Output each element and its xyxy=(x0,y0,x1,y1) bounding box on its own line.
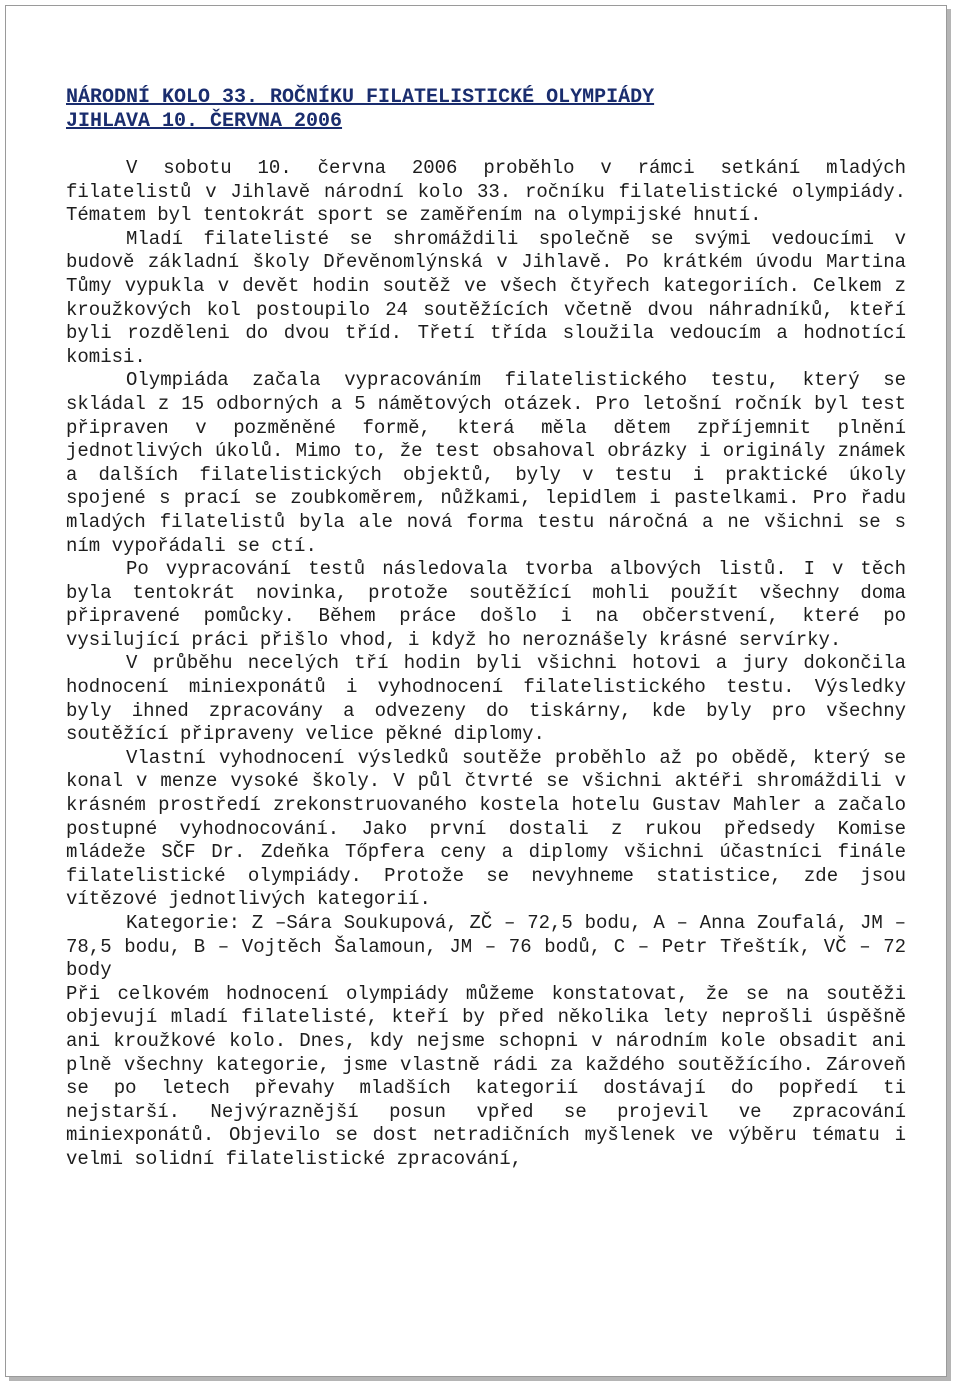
document-title xyxy=(66,86,906,134)
paragraph-results: Vlastní vyhodnocení výsledků soutěže proběhlo až po obědě, který se konal v menze vysoké školy. V půl čtvrté se všichni aktéři shromáždili v krásném prostředí zrekonstruovaného kostela hotelu Gustav Mahler a začalo postupné vyhodnocování. Jako první dostali z rukou předsedy Komise mládeže SČF Dr. Zdeňka Tőpfera ceny a diplomy všichni účastníci finále filatelistické olympiády. Protože se nevyhneme statistice, zde jsou vítězové jednotlivých kategorií. xyxy=(66,746,906,911)
paragraph-intro: V sobotu 10. června 2006 proběhlo v rámci setkání mladých filatelistů v Jihlavě národní kolo 33. ročníku filatelistické olympiády. Tématem byl tentokrát sport se zaměřením na olympijské hnutí. xyxy=(66,157,906,227)
paragraph-test: Olympiáda začala vypracováním filatelistického testu, který se skládal z 15 odborných a 5 námětových otázek. Pro letošní ročník byl test připraven v pozměněné formě, která měla dětem zpříjemnit plnění jednotlivých úkolů. Mimo to, že test obsahoval obrázky i originály známek a dalších filatelistických objektů, byly v testu i praktické úkoly spojené s prací se zoubkoměrem, nůžkami, lepidlem i pastelkami. Pro řadu mladých filatelistů byla ale nová forma testu náročná a ne všichni se s ním vypořádali se ctí. xyxy=(66,369,906,557)
paragraph-winners: Kategorie: Z –Sára Soukupová, ZČ – 72,5 bodu, A – Anna Zoufalá, JM – 78,5 bodu, B – Vojtěch Šalamoun, JM – 76 bodů, C – Petr Třeštík, VČ – 72 body xyxy=(66,912,906,982)
paragraph-gathering: Mladí filatelisté se shromáždili společně se svými vedoucími v budově základní školy Dřevěnomlýnská v Jihlavě. Po krátkém úvodu Martina Tůmy vypukla v devět hodin soutěž ve všech čtyřech kategoriích. Celkem z kroužkových kol postoupilo 24 soutěžících včetně dvou náhradníků, kteří byli rozděleni do dvou tříd. Třetí třída sloužila vedoucím a hodnotící komisi. xyxy=(66,227,906,368)
paragraph-album-sheets: Po vypracování testů následovala tvorba albových listů. I v těch byla tentokrát novinka, protože soutěžící mohli použít všechny doma připravené pomůcky. Během práce došlo i na občerstvení, které po vysilující práci přišlo vhod, i když ho neroznášely krásné servírky. xyxy=(66,558,906,651)
paragraph-conclusion: Při celkovém hodnocení olympiády můžeme konstatovat, že se na soutěži objevují mladí filatelisté, kteří by před několika lety neprošli úspěšně ani kroužkové kolo. Dnes, kdy nejsme schopni v národním kole obsadit ani plně všechny kategorie, jsme vlastně rádi za každého soutěžícího. Zároveň se po letech převahy mladších kategorií dostávají do popředí ti nejstarší. Nejvýraznější posun vpřed se projevil ve zpracování miniexponátů. Objevilo se dost netradičních myšlenek ve výběru tématu i velmi solidní filatelistické zpracování, xyxy=(66,982,906,1170)
title-line-1: NÁRODNÍ KOLO 33. ROČNÍKU FILATELISTICKÉ OLYMPIÁDY xyxy=(66,86,655,109)
document-body xyxy=(66,86,906,1172)
document-page xyxy=(5,5,947,1377)
title-line-2: JIHLAVA 10. ČERVNA 2006 xyxy=(66,110,343,133)
paragraph-jury: V průběhu necelých tří hodin byli všichni hotovi a jury dokončila hodnocení miniexponátů i vyhodnocení filatelistického testu. Výsledky byly ihned zpracovány a odvezeny do tiskárny, kde byly pro všechny soutěžící připraveny velice pěkné diplomy. xyxy=(66,652,906,746)
